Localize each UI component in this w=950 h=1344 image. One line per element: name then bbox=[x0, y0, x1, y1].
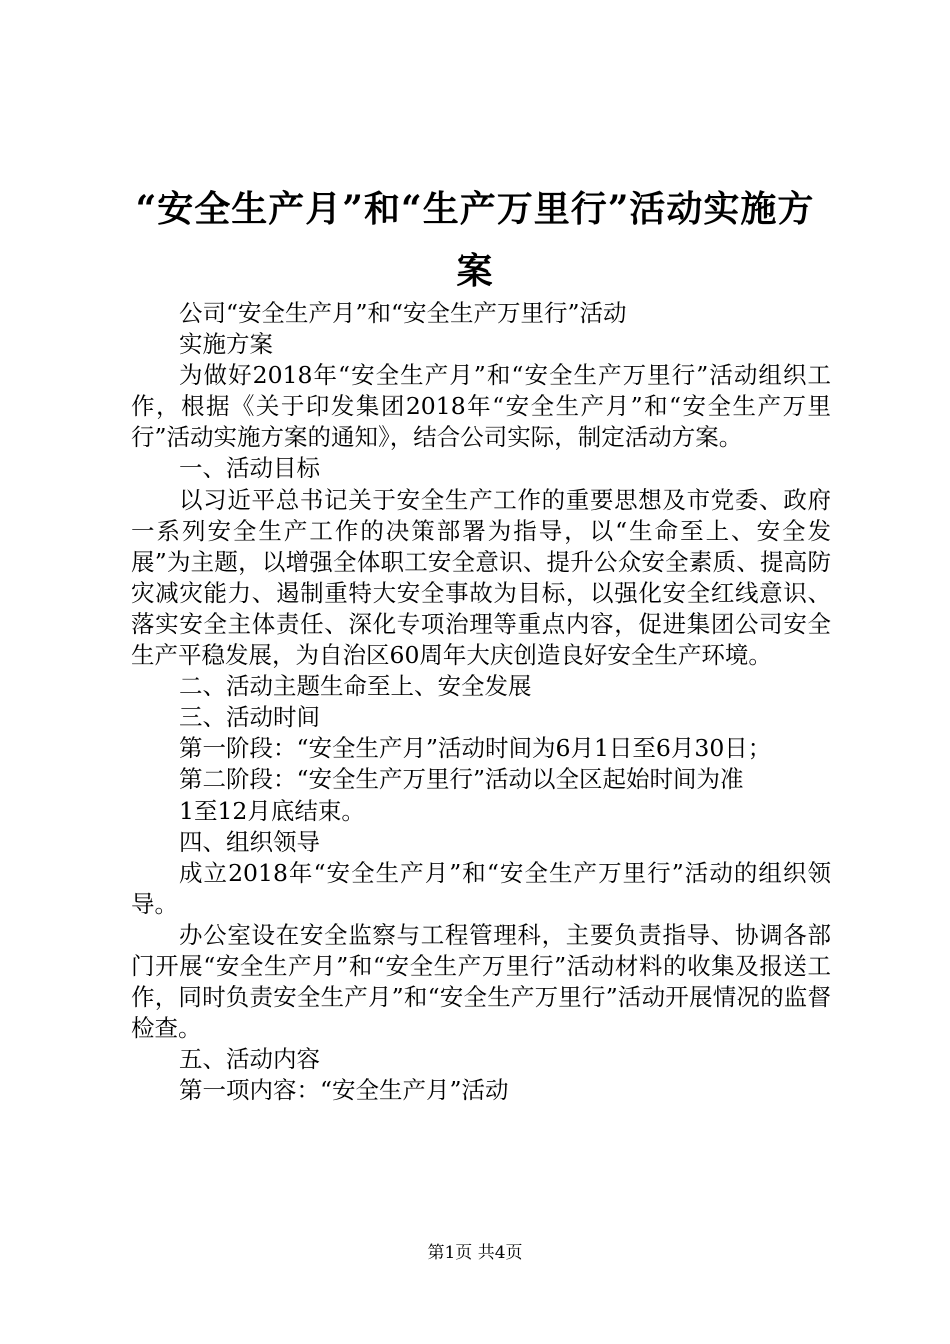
page-number: 第1页 共4页 bbox=[427, 1243, 523, 1263]
section-heading-goal: 一、活动目标 bbox=[179, 454, 320, 483]
goal-paragraph: 以习近平总书记关于安全生产工作的重要思想及市党委、政府一系列安全生产工作的决策部署为指导，以“生命至上、安全发展”为主题，以增强全体职工安全意识、提升公众安全素质、提高防灾减灾能力、遏制重特大安全事故为目标，以强化安全红线意识、落实安全主体责任、深化专项治理等重点内容，促进集团公司安全生产平稳发展，为自治区60周年大庆创造良好安全生产环境。 bbox=[131, 485, 831, 670]
title-line-1: “安全生产月”和“生产万里行”活动实施方 bbox=[135, 188, 815, 230]
organization-paragraph: 成立2018年“安全生产月”和“安全生产万里行”活动的组织领导。 bbox=[131, 858, 831, 918]
phase-two-end-paragraph: 1至12月底结束。 bbox=[179, 796, 365, 825]
subtitle-line-1: 公司“安全生产月”和“安全生产万里行”活动 bbox=[179, 299, 627, 327]
office-paragraph: 办公室设在安全监察与工程管理科，主要负责指导、协调各部门开展“安全生产月”和“安全生产万里行”活动材料的收集及报送工作，同时负责安全生产月”和“安全生产万里行”活动开展情况的监督检查。 bbox=[131, 920, 831, 1043]
subtitle-line-2: 实施方案 bbox=[179, 330, 273, 359]
document-title bbox=[120, 178, 830, 302]
section-heading-organization: 四、组织领导 bbox=[179, 827, 320, 856]
document-body bbox=[131, 298, 831, 1106]
page-footer bbox=[0, 1243, 950, 1263]
phase-two-paragraph: 第二阶段：“安全生产万里行”活动以全区起始时间为准 bbox=[179, 765, 744, 794]
section-heading-content: 五、活动内容 bbox=[179, 1045, 320, 1074]
intro-paragraph: 为做好2018年“安全生产月”和“安全生产万里行”活动组织工作，根据《关于印发集团2018年“安全生产月”和“安全生产万里行”活动实施方案的通知》，结合公司实际，制定活动方案。 bbox=[131, 361, 831, 452]
phase-one-paragraph: 第一阶段：“安全生产月”活动时间为6月1日至6月30日； bbox=[179, 734, 772, 763]
section-heading-theme: 二、活动主题生命至上、安全发展 bbox=[179, 672, 532, 701]
section-heading-time: 三、活动时间 bbox=[179, 703, 320, 732]
title-line-2: 案 bbox=[456, 250, 494, 292]
content-item-one: 第一项内容：“安全生产月”活动 bbox=[179, 1076, 509, 1105]
